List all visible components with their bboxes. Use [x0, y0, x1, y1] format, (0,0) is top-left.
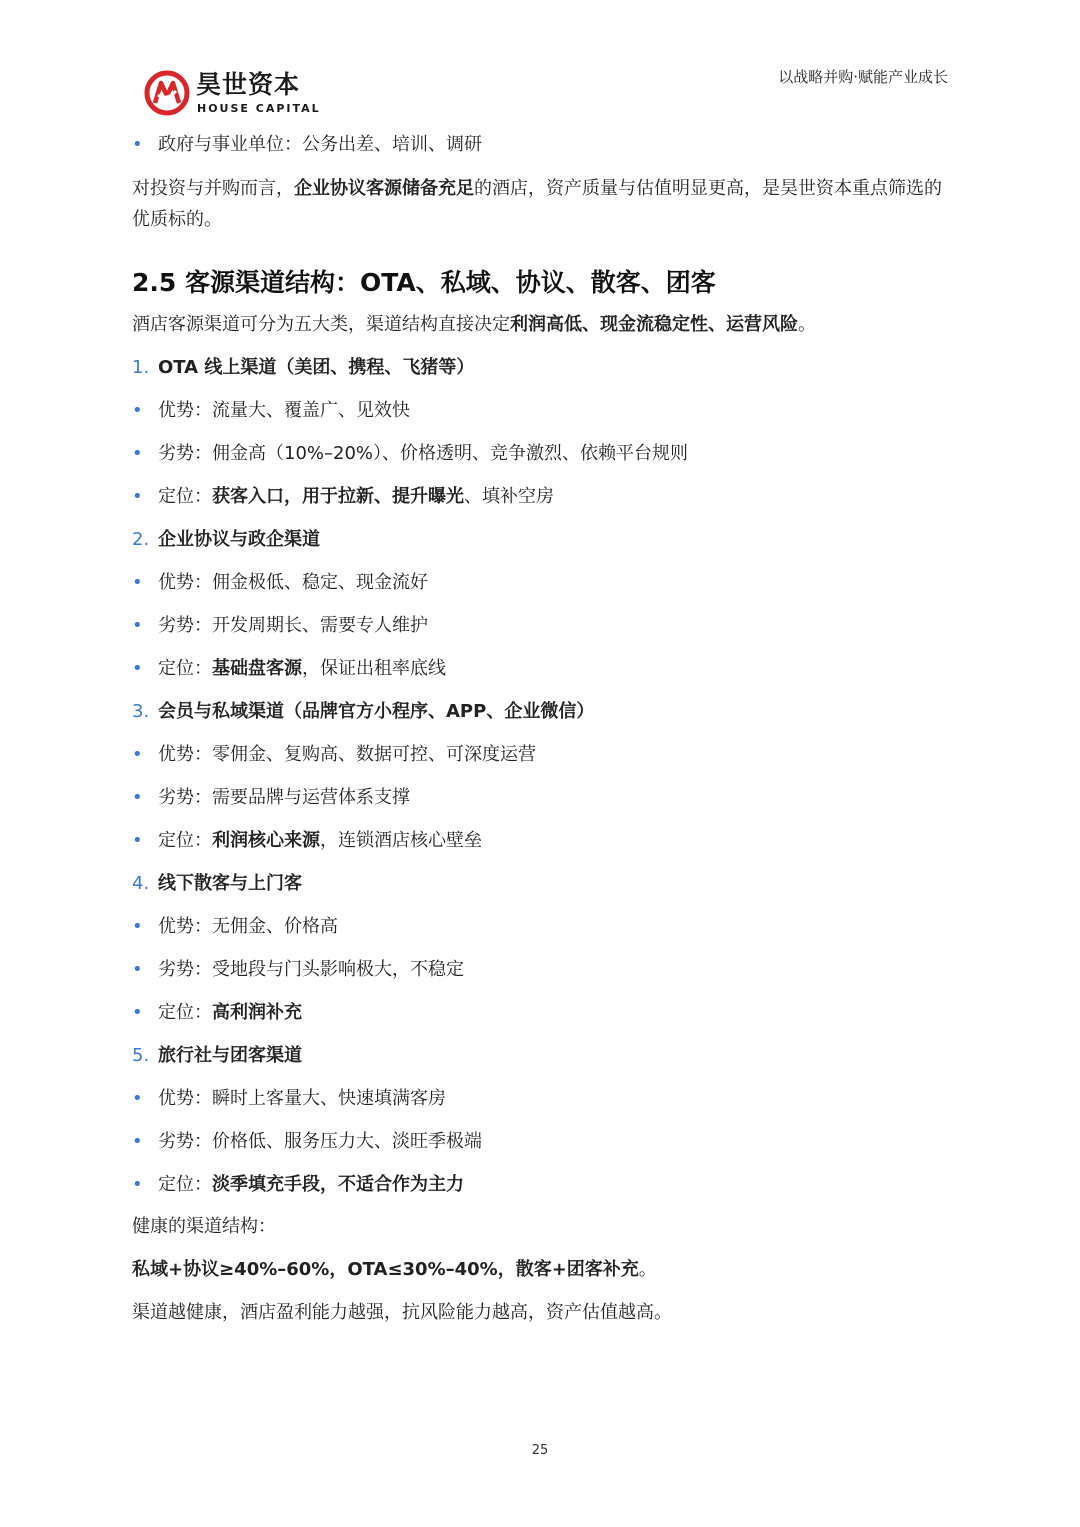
- list-item: • 政府与事业单位：公务出差、培训、调研: [132, 130, 952, 160]
- list-item: • 定位：获客入口，用于拉新、提升曝光、填补空房: [132, 482, 952, 512]
- channel-heading: 4. 线下散客与上门客: [132, 873, 302, 894]
- list-item: • 定位：基础盘客源，保证出租率底线: [132, 654, 952, 684]
- list-item: • 定位：利润核心来源，连锁酒店核心壁垒: [132, 826, 952, 856]
- bullet-icon: •: [132, 959, 143, 980]
- header-slogan: 以战略并购·赋能产业成长: [778, 68, 948, 86]
- bullet-icon: •: [132, 486, 143, 507]
- bullet-icon: •: [132, 615, 143, 636]
- summary-conclusion: 渠道越健康，酒店盈利能力越强，抗风险能力越高，资产估值越高。: [132, 1302, 672, 1323]
- list-item: • 劣势：开发周期长、需要专人维护: [132, 611, 952, 641]
- page-number: 25: [531, 1443, 549, 1458]
- bullet-icon: •: [132, 572, 143, 593]
- list-item: • 优势：流量大、覆盖广、见效快: [132, 396, 952, 426]
- bullet-icon: •: [132, 1131, 143, 1152]
- bullet-icon: •: [132, 916, 143, 937]
- channel-heading: 1. OTA 线上渠道（美团、携程、飞猪等）: [132, 357, 475, 378]
- company-logo: [144, 70, 344, 122]
- list-item: • 劣势：佣金高（10%–20%）、价格透明、竞争激烈、依赖平台规则: [132, 439, 952, 469]
- document-body: [132, 130, 952, 1328]
- channel-heading: 5. 旅行社与团客渠道: [132, 1045, 302, 1066]
- paragraph: 对投资与并购而言，企业协议客源储备充足的酒店，资产质量与估值明显更高，是昊世资本重点筛选的优质标的。: [132, 178, 942, 230]
- logo-mark-icon: [144, 70, 190, 116]
- logo-chinese-name: 昊世资本: [196, 70, 301, 99]
- list-item: • 优势：无佣金、价格高: [132, 912, 952, 942]
- list-item: • 优势：瞬时上客量大、快速填满客房: [132, 1084, 952, 1114]
- list-item: • 定位：淡季填充手段，不适合作为主力: [132, 1170, 952, 1200]
- list-item: • 定位：高利润补充: [132, 998, 952, 1028]
- channel-heading: 2. 企业协议与政企渠道: [132, 529, 320, 550]
- bullet-icon: •: [132, 134, 143, 155]
- section-lead: 酒店客源渠道可分为五大类，渠道结构直接决定利润高低、现金流稳定性、运营风险。: [132, 314, 816, 335]
- bullet-icon: •: [132, 830, 143, 851]
- bullet-icon: •: [132, 744, 143, 765]
- bullet-icon: •: [132, 1088, 143, 1109]
- bullet-icon: •: [132, 1002, 143, 1023]
- bullet-icon: •: [132, 1174, 143, 1195]
- summary-label: 健康的渠道结构：: [132, 1216, 276, 1237]
- list-item: • 优势：零佣金、复购高、数据可控、可深度运营: [132, 740, 952, 770]
- logo-english-name: HOUSE CAPITAL: [197, 102, 321, 115]
- list-item: • 优势：佣金极低、稳定、现金流好: [132, 568, 952, 598]
- page-header: [0, 0, 1080, 130]
- list-item: • 劣势：价格低、服务压力大、淡旺季极端: [132, 1127, 952, 1157]
- list-item: • 劣势：需要品牌与运营体系支撑: [132, 783, 952, 813]
- bullet-icon: •: [132, 400, 143, 421]
- summary-structure: 私域+协议≥40%–60%，OTA≤30%–40%，散客+团客补充。: [132, 1259, 657, 1280]
- channel-heading: 3. 会员与私域渠道（品牌官方小程序、APP、企业微信）: [132, 701, 595, 722]
- bullet-icon: •: [132, 443, 143, 464]
- section-heading: 2.5 客源渠道结构：OTA、私域、协议、散客、团客: [132, 268, 716, 297]
- bullet-icon: •: [132, 787, 143, 808]
- bullet-icon: •: [132, 658, 143, 679]
- list-item: • 劣势：受地段与门头影响极大，不稳定: [132, 955, 952, 985]
